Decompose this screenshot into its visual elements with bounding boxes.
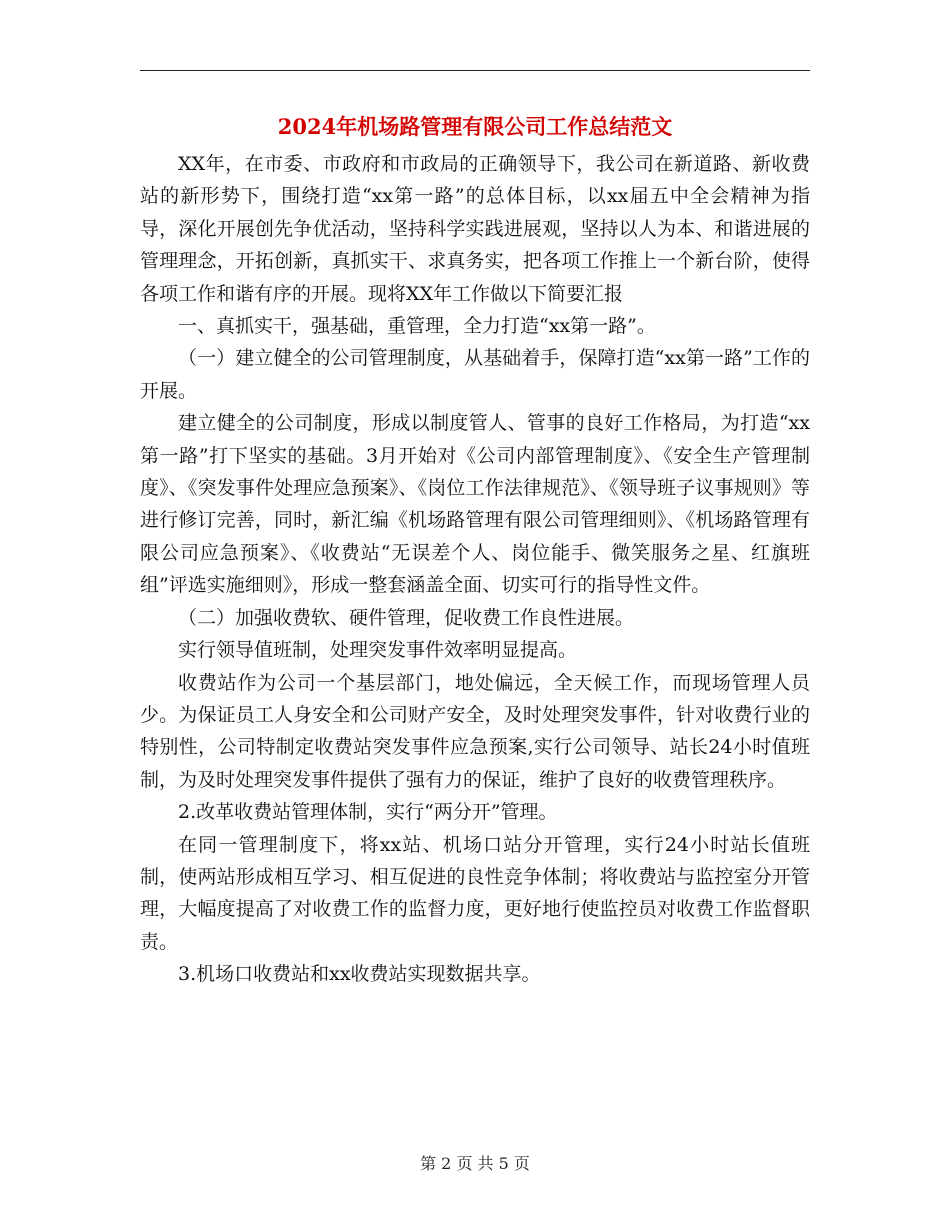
paragraph-toll-station: 收费站作为公司一个基层部门，地处偏远，全天候工作，而现场管理人员少。为保证员工人身安全和公司财产安全，及时处理突发事件，针对收费行业的特别性，公司特制定收费站突发事件应急预案,实行公司领导、站长24小时值班制，为及时处理突发事件提供了强有力的保证，维护了良好的收费管理秩序。	[140, 671, 810, 791]
heading-subsection-1: （一）建立健全的公司管理制度，从基础着手，保障打造“xx第一路”工作的开展。	[140, 347, 810, 402]
paragraph-intro: XX年，在市委、市政府和市政局的正确领导下，我公司在新道路、新收费站的新形势下，围绕打造“xx第一路”的总体目标，以xx届五中全会精神为指导，深化开展创先争优活动，坚持科学实践进展观，坚持以人为本、和谐进展的管理理念，开拓创新，真抓实干、求真务实，把各项工作推上一个新台阶，使得各项工作和谐有序的开展。现将XX年工作做以下简要汇报	[140, 153, 810, 305]
heading-subsection-2: （二）加强收费软、硬件管理，促收费工作良性进展。	[178, 606, 635, 629]
document-title: 2024年机场路管理有限公司工作总结范文	[277, 114, 673, 139]
header-rule	[140, 70, 810, 71]
heading-section-1: 一、真抓实干，强基础，重管理，全力打造“xx第一路”。	[178, 315, 656, 338]
document-body	[140, 148, 810, 991]
page-footer: 第 2 页 共 5 页	[420, 1154, 530, 1173]
paragraph-management-system: 建立健全的公司制度，形成以制度管人、管事的良好工作格局，为打造“xx第一路”打下坚实的基础。3月开始对《公司内部管理制度》、《安全生产管理制度》、《突发事件处理应急预案》、《岗位工作法律规范》、《领导班子议事规则》等进行修订完善，同时，新汇编《机场路管理有限公司管理细则》、《机场路管理有限公司应急预案》、《收费站“无误差个人、岗位能手、微笑服务之星、红旗班组”评选实施细则》，形成一整套涵盖全面、切实可行的指导性文件。	[140, 412, 810, 597]
heading-item-3: 3.机场口收费站和xx收费站实现数据共享。	[178, 963, 541, 986]
paragraph-separate-management: 在同一管理制度下，将xx站、机场口站分开管理，实行24小时站长值班制，使两站形成相互学习、相互促进的良性竞争体制；将收费站与监控室分开管理，大幅度提高了对收费工作的监督力度，更好地行使监控员对收费工作监督职责。	[140, 833, 810, 953]
paragraph-duty-system: 实行领导值班制，处理突发事件效率明显提高。	[178, 639, 578, 662]
heading-item-2: 2.改革收费站管理体制，实行“两分开”管理。	[178, 801, 558, 824]
